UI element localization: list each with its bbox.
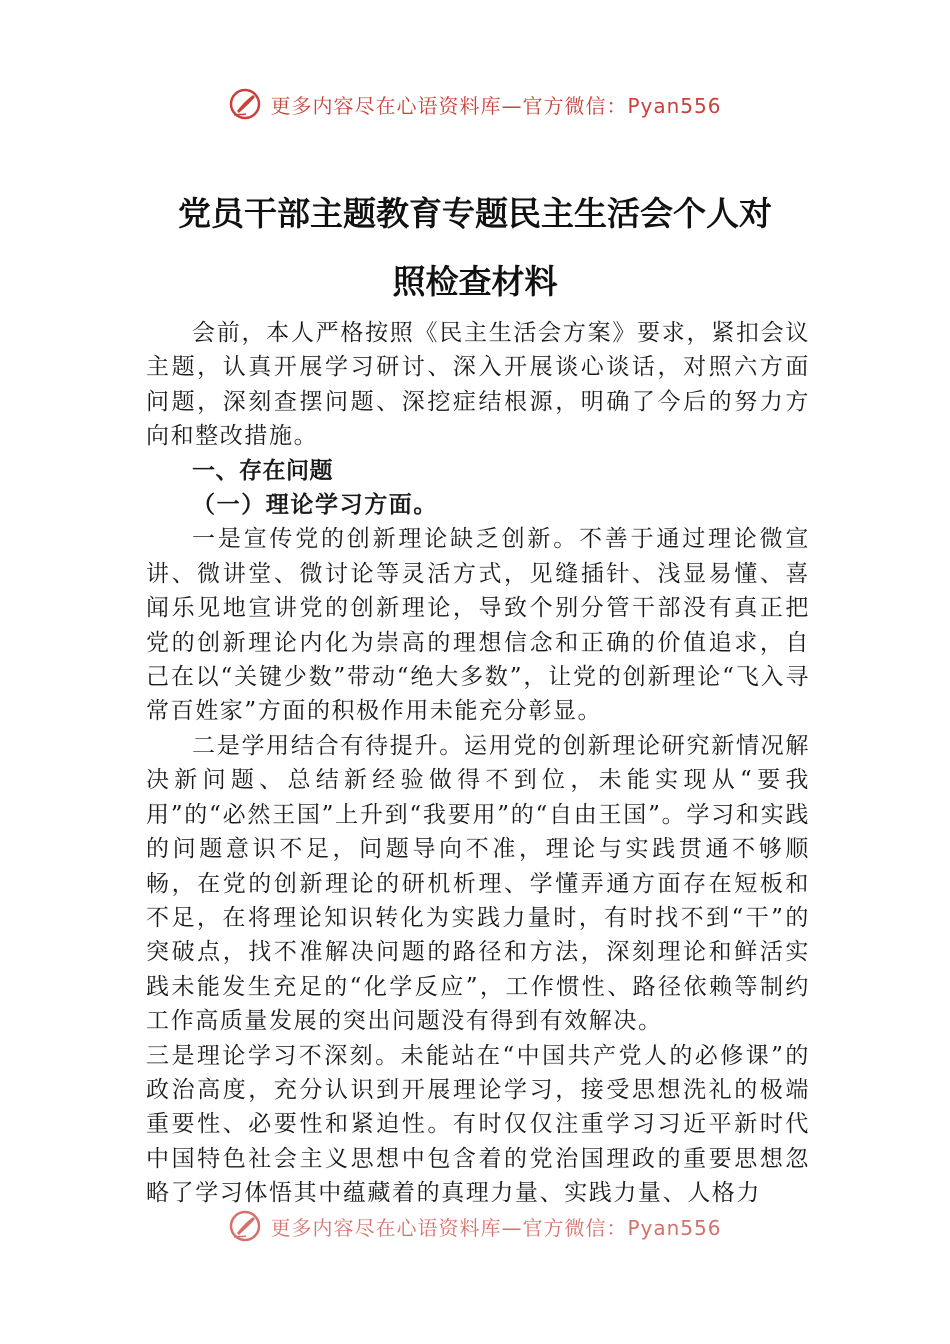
pen-logo-icon bbox=[228, 87, 262, 121]
watermark-text: 更多内容尽在心语资料库—官方微信：Pyan556 bbox=[270, 1215, 722, 1240]
footer-watermark bbox=[0, 1208, 950, 1244]
document-body bbox=[146, 316, 810, 1211]
paragraph-2: 二是学用结合有待提升。运用党的创新理论研究新情况解决新问题、总结新经验做得不到位，未能实现从“要我用”的“必然王国”上升到“我要用”的“自由王国”。学习和实践的问题意识不足，问题导向不准，理论与实践贯通不够顺畅，在党的创新理论的研机析理、学懂弄通方面存在短板和不足，在将理论知识转化为实践力量时，有时找不到“干”的突破点，找不准解决问题的路径和方法，深刻理论和鲜活实践未能发生充足的“化学反应”，工作惯性、路径依赖等制约工作高质量发展的突出问题没有得到有效解决。 bbox=[146, 732, 810, 1035]
subsection-heading: （一）理论学习方面。 bbox=[192, 491, 438, 519]
document-title-line-2: 照检查材料 bbox=[392, 262, 558, 301]
watermark-text: 更多内容尽在心语资料库—官方微信：Pyan556 bbox=[270, 93, 722, 118]
intro-paragraph: 会前，本人严格按照《民主生活会方案》要求，紧扣会议主题，认真开展学习研讨、深入开展谈心谈话，对照六方面问题，深刻查摆问题、深挖症结根源，明确了今后的努力方向和整改措施。 bbox=[146, 320, 810, 450]
paragraph-1: 一是宣传党的创新理论缺乏创新。不善于通过理论微宣讲、微讲堂、微讨论等灵活方式，见缝插针、浅显易懂、喜闻乐见地宣讲党的创新理论，导致个别分管干部没有真正把党的创新理论内化为崇高的理想信念和正确的价值追求，自己在以“关键少数”带动“绝大多数”，让党的创新理论“飞入寻常百姓家”方面的积极作用未能充分彰显。 bbox=[146, 526, 810, 725]
section-heading: 一、存在问题 bbox=[192, 457, 333, 484]
document-title-line-1: 党员干部主题教育专题民主生活会个人对 bbox=[178, 194, 772, 233]
header-watermark bbox=[0, 86, 950, 122]
paragraph-3: 三是理论学习不深刻。未能站在“中国共产党人的必修课”的政治高度，充分认识到开展理论学习，接受思想洗礼的极端重要性、必要性和紧迫性。有时仅仅注重学习习近平新时代中国特色社会主义思想中包含着的党治国理政的重要思想忽略了学习体悟其中蕴藏着的真理力量、实践力量、人格力 bbox=[146, 1042, 810, 1207]
pen-logo-icon bbox=[228, 1209, 262, 1243]
